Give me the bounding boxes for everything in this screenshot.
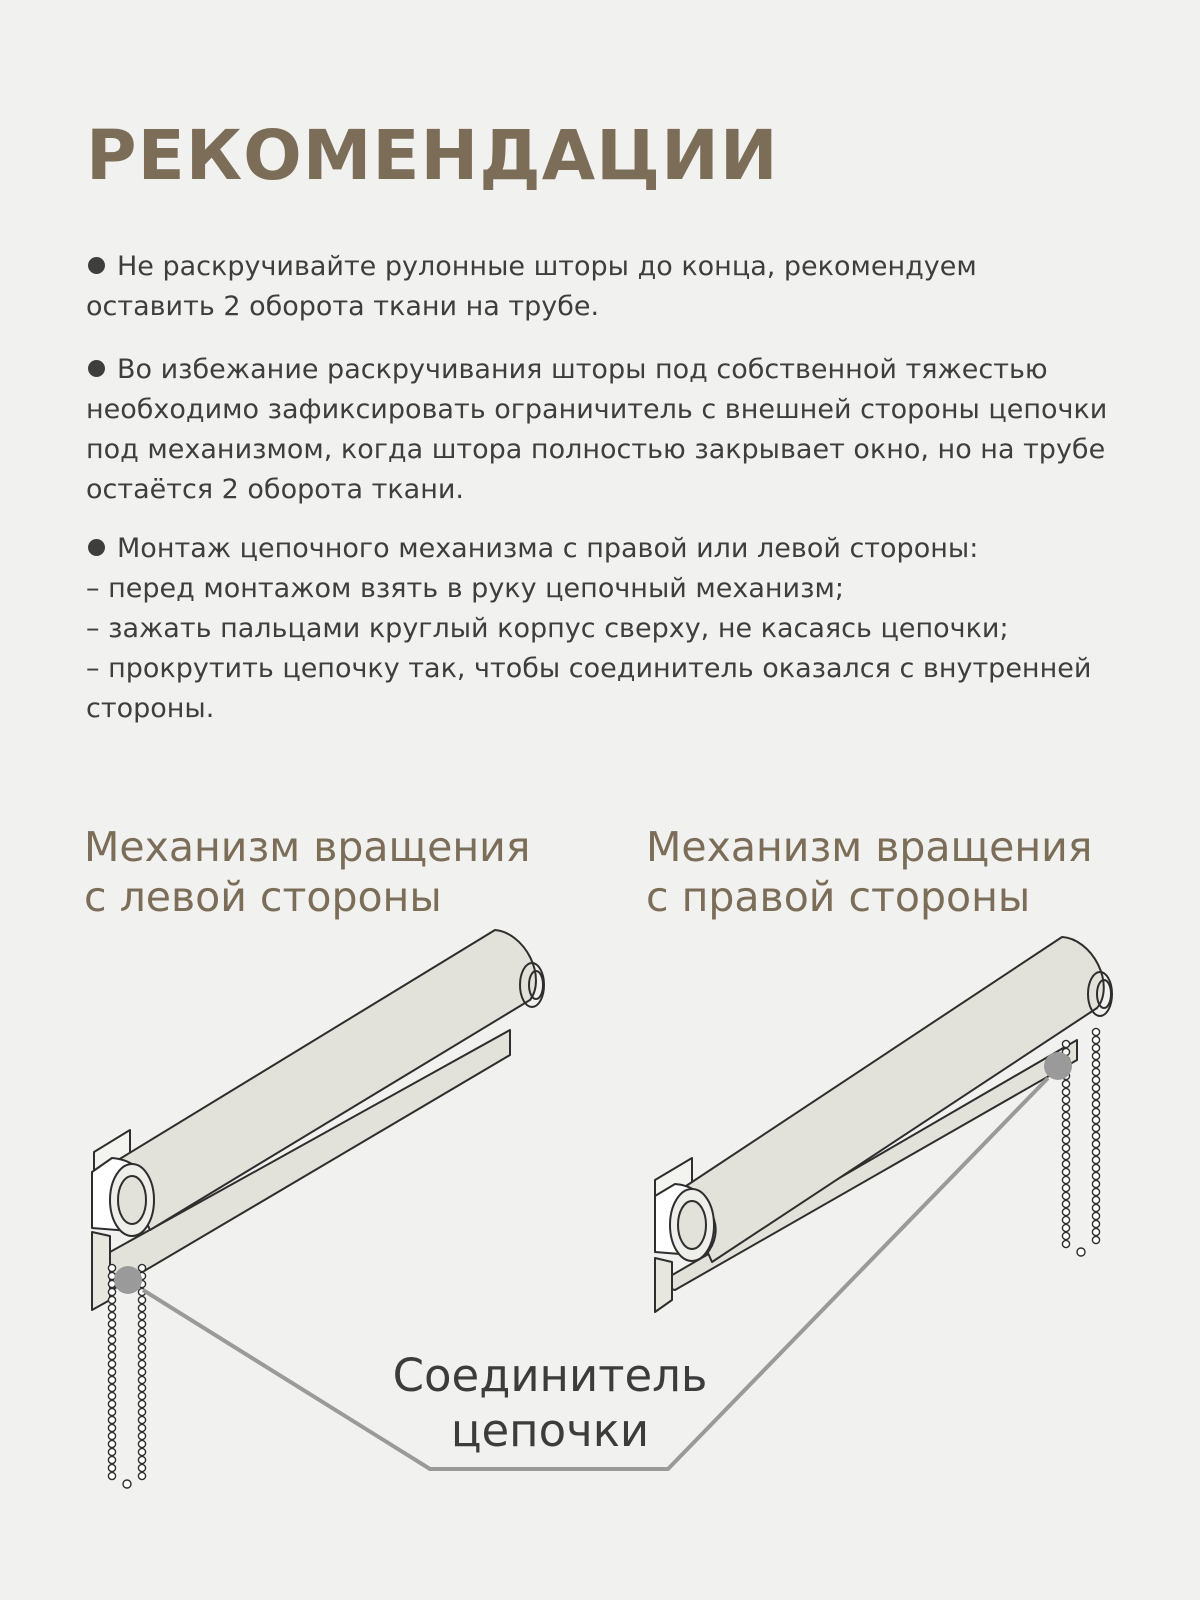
chain-bead [1092,1172,1099,1179]
chain-bead [1062,1192,1069,1199]
chain-bead [1062,1240,1069,1247]
caption-line: с правой стороны [646,873,1031,921]
chain-bead [1092,1100,1099,1107]
chain-bead [1062,1040,1069,1047]
caption-line: Механизм вращения [84,823,531,871]
chain-bead [1062,1176,1069,1183]
chain-bead [108,1264,115,1271]
right-roller-tube [680,937,1104,1262]
chain-bead [1062,1200,1069,1207]
chain-bead [108,1376,115,1383]
chain-bead [138,1336,145,1343]
chain-bead [138,1376,145,1383]
chain-bead [1062,1112,1069,1119]
chain-bead [138,1264,145,1271]
chain-bead [108,1464,115,1471]
chain-bead [108,1384,115,1391]
chain-bead [108,1304,115,1311]
chain-bead [1092,1028,1099,1035]
chain-bead [138,1384,145,1391]
chain-bead [108,1352,115,1359]
chain-bead [138,1392,145,1399]
chain-bead [138,1432,145,1439]
recommendation-line: – зажать пальцами круглый корпус сверху, не касаясь цепочки; [86,613,1009,644]
chain-bead [1062,1160,1069,1167]
chain-bead [138,1368,145,1375]
chain-bead [138,1352,145,1359]
right-mechanism-caption [646,822,1092,922]
chain-bead [1092,1092,1099,1099]
chain-bead [1092,1076,1099,1083]
chain-bead [1092,1180,1099,1187]
chain-bead [138,1400,145,1407]
left-wall-plate [92,1232,110,1310]
recommendation-text: Монтаж цепочного механизма с правой или левой стороны: [117,533,979,564]
chain-bead [1092,1188,1099,1195]
chain-bead [108,1400,115,1407]
left-chain [108,1264,145,1488]
chain-bead [108,1288,115,1295]
chain-bead [1092,1148,1099,1155]
recommendation-line: стороны. [86,693,215,724]
chain-bead [1062,1080,1069,1087]
left-roller-tube [118,930,536,1230]
recommendation-text: Не раскручивайте рулонные шторы до конца, рекомендуем [117,251,977,282]
chain-bead [108,1424,115,1431]
chain-bead [138,1328,145,1335]
recommendation-line: необходимо зафиксировать ограничитель с внешней стороны цепочки [86,394,1108,425]
chain-bead [138,1448,145,1455]
chain-bead [138,1408,145,1415]
chain-bead [138,1472,145,1479]
right-roller-blind [655,937,1112,1312]
chain-bead [108,1320,115,1327]
chain-bead [1092,1108,1099,1115]
chain-bead [1092,1068,1099,1075]
chain-bead [1062,1144,1069,1151]
left-tube-end-inner [118,1176,146,1224]
chain-bead [138,1416,145,1423]
chain-bead [1092,1052,1099,1059]
chain-bead [108,1440,115,1447]
chain-bead [108,1336,115,1343]
chain-bead [1092,1140,1099,1147]
connector-label-line: цепочки [450,1404,650,1457]
chain-bead [108,1392,115,1399]
chain-bead [1062,1104,1069,1111]
chain-bead [1062,1216,1069,1223]
caption-line: с левой стороны [84,873,442,921]
chain-bead [108,1416,115,1423]
chain-bead [1062,1128,1069,1135]
chain-bead [1062,1224,1069,1231]
recommendation-line: – прокрутить цепочку так, чтобы соединитель оказался с внутренней [86,653,1092,684]
chain-bead [1092,1196,1099,1203]
chain-bead [138,1304,145,1311]
chain-bead [1062,1088,1069,1095]
chain-bead [1062,1184,1069,1191]
left-roller-blind [92,930,544,1310]
chain-bead [1092,1060,1099,1067]
connector-label-line: Соединитель [392,1349,708,1402]
recommendation-text: Во избежание раскручивания шторы под собственной тяжестью [117,354,1048,385]
chain-bead [1092,1124,1099,1131]
chain-bead [1062,1136,1069,1143]
chain-bead [108,1432,115,1439]
chain-bead [1092,1204,1099,1211]
left-chain-connector [114,1266,142,1294]
chain-bead [1092,1236,1099,1243]
chain-bead [1092,1036,1099,1043]
chain-bead [138,1440,145,1447]
recommendation-line: под механизмом, когда штора полностью закрывает окно, но на трубе [86,434,1106,465]
chain-bead [1092,1220,1099,1227]
recommendation-line: остаётся 2 оборота ткани. [86,474,464,505]
right-tube-end-inner [678,1201,706,1249]
chain-bead [1062,1152,1069,1159]
chain-bead [138,1296,145,1303]
chain-bead [1092,1084,1099,1091]
chain-bead [1092,1212,1099,1219]
recommendation-line: – перед монтажом взять в руку цепочный механизм; [86,573,844,604]
chain-bead [1062,1208,1069,1215]
chain-bead [138,1320,145,1327]
chain-bead [138,1424,145,1431]
chain-bead [108,1472,115,1479]
right-chain-connector [1044,1052,1072,1080]
page-title: РЕКОМЕНДАЦИИ [86,116,779,196]
chain-bead [1062,1232,1069,1239]
chain-connector-label [340,1348,760,1458]
chain-bead [108,1328,115,1335]
chain-bead [108,1368,115,1375]
chain-bead [1092,1164,1099,1171]
chain-bead [138,1456,145,1463]
chain-bead [108,1456,115,1463]
right-wall-plate [655,1258,672,1312]
chain-bead [138,1464,145,1471]
left-mechanism-caption [84,822,530,922]
chain-bead [138,1344,145,1351]
chain-bead [138,1360,145,1367]
chain-bead [1062,1168,1069,1175]
recommendation-line: оставить 2 оборота ткани на трубе. [86,291,600,322]
chain-bead [1092,1116,1099,1123]
chain-bead [138,1312,145,1319]
chain-bead [1092,1044,1099,1051]
chain-bead [1092,1132,1099,1139]
caption-line: Механизм вращения [646,823,1093,871]
chain-bead [108,1344,115,1351]
chain-bead [108,1360,115,1367]
chain-bead [108,1312,115,1319]
chain-bead [108,1408,115,1415]
chain-bead [108,1296,115,1303]
chain-bead [1062,1120,1069,1127]
chain-bead [1092,1156,1099,1163]
chain-bead [1062,1096,1069,1103]
chain-bead [1092,1228,1099,1235]
chain-bead [108,1448,115,1455]
